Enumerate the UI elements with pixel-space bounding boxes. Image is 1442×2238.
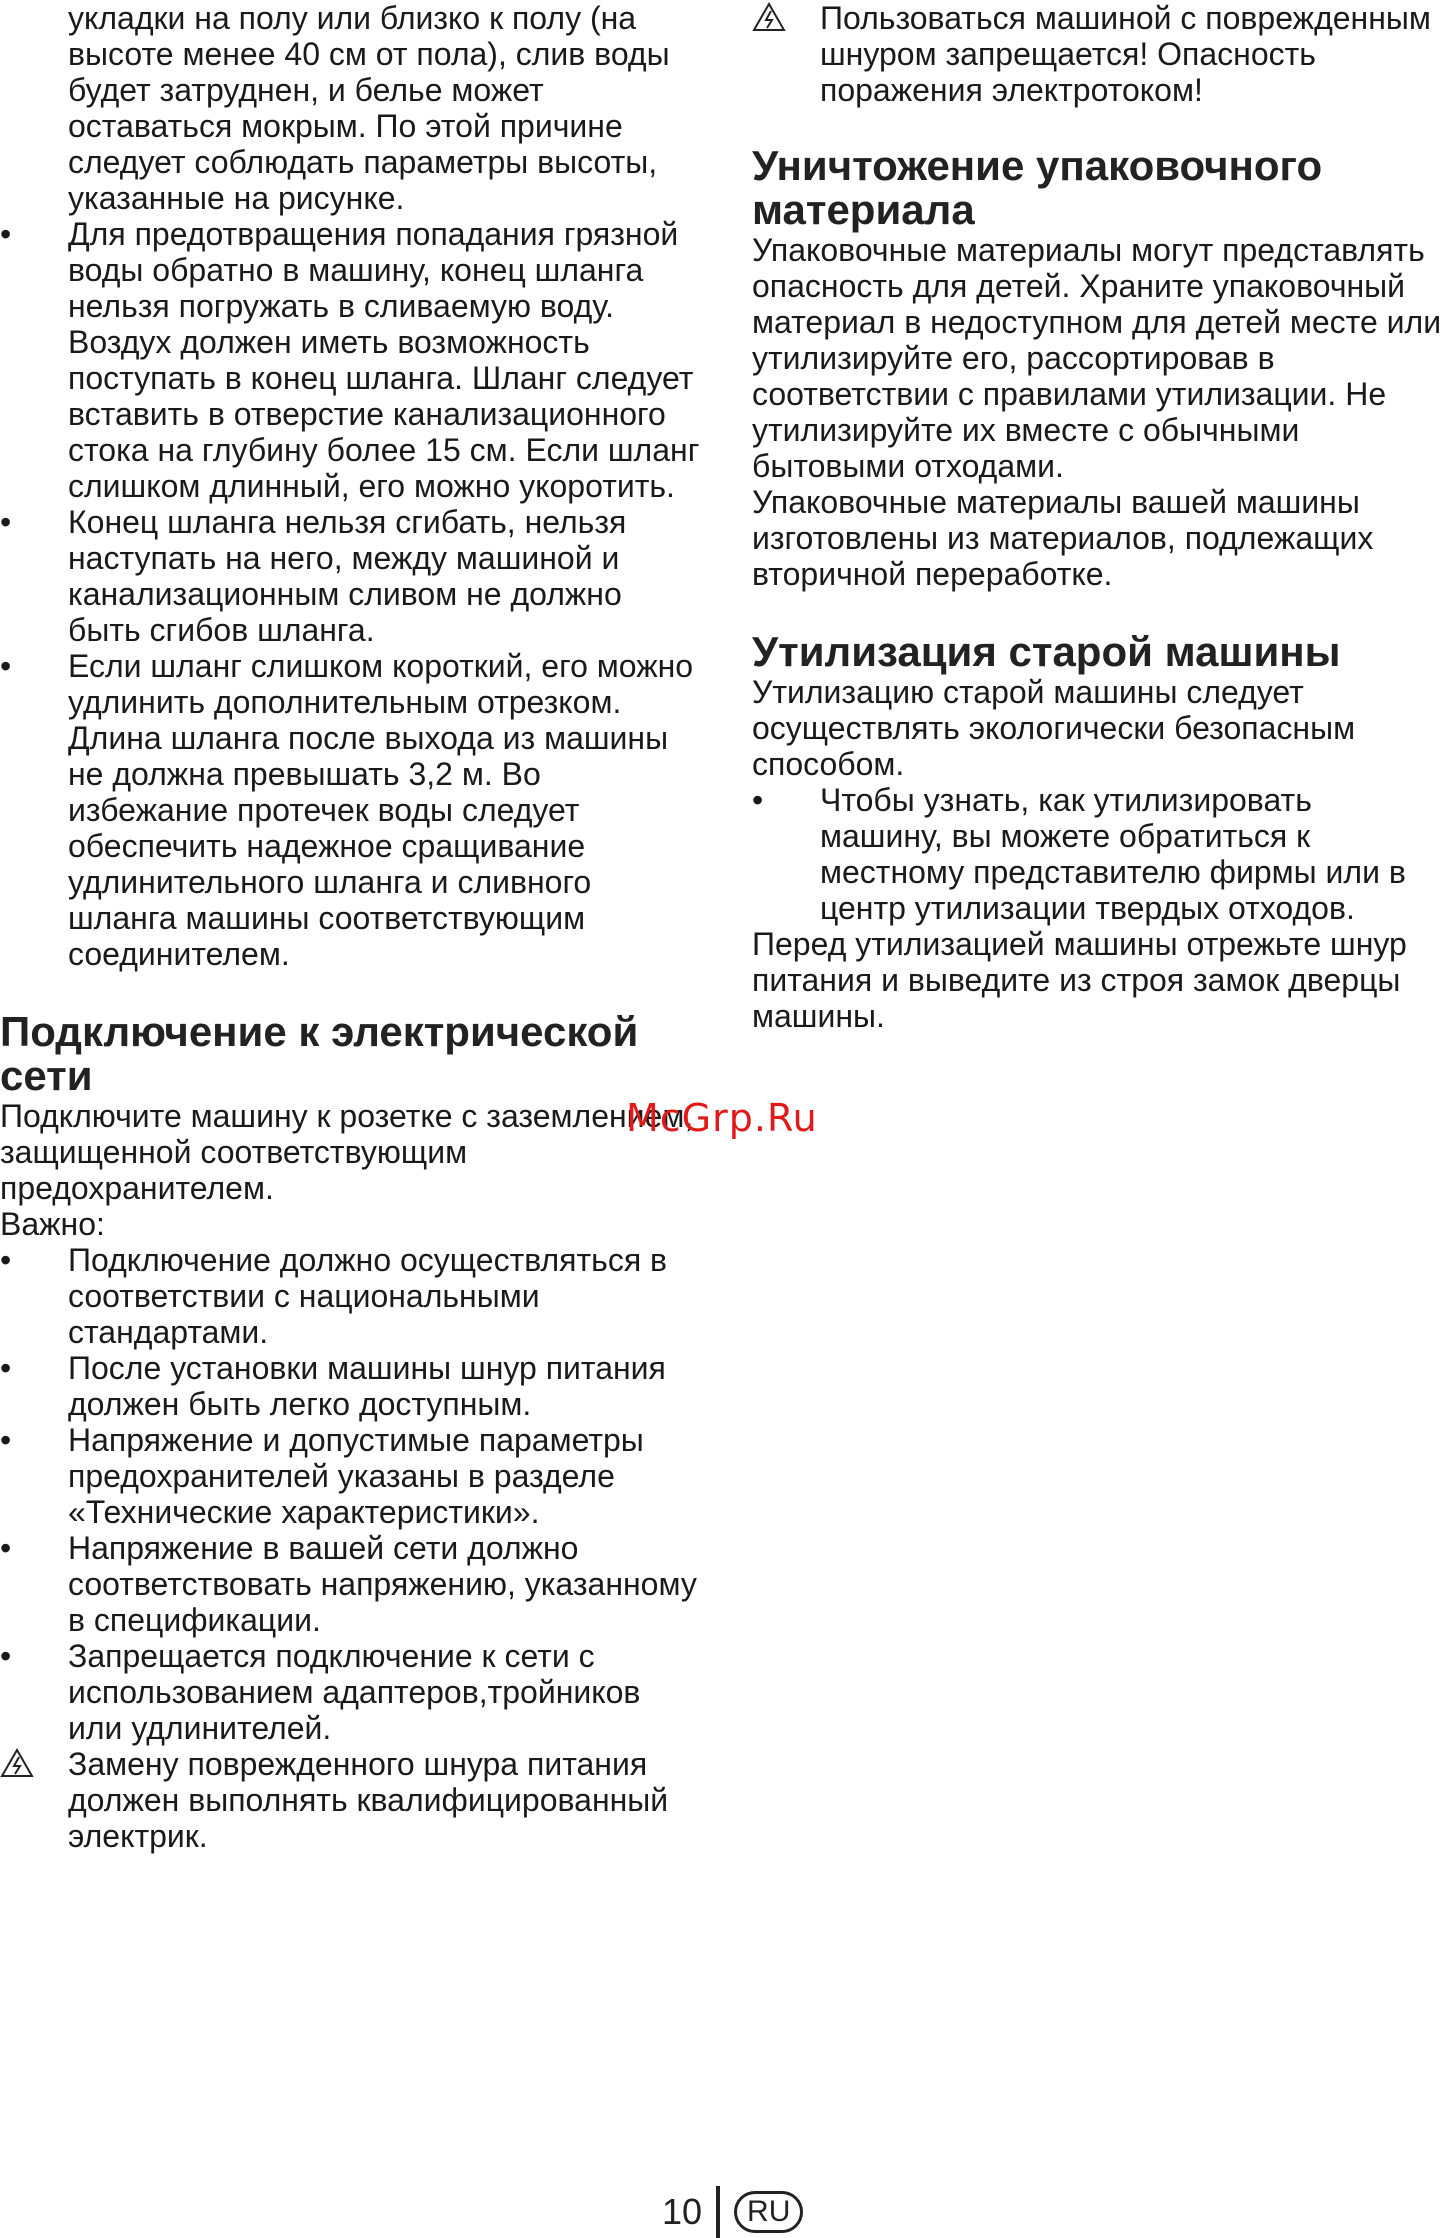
- list-item-text: Конец шланга нельзя сгибать, нельзя наступать на него, между машиной и канализационным сливом не должно быть сгибов шланга.: [68, 504, 627, 648]
- electric-hazard-icon: [0, 1746, 40, 1785]
- list-item: [0, 216, 700, 504]
- list-item-text: Для предотвращения попадания грязной воды обратно в машину, конец шланга нельзя погружать в сливаемую воду. Воздух должен иметь возможность поступать в конец шланга. Шланг следует вставить в отверстие канализационного стока на глубину более 15 см. Если шланг слишком длинный, его можно укоротить.: [68, 216, 700, 504]
- bullet-marker: •: [0, 1242, 12, 1278]
- section-heading-disposal: Утилизация старой машины: [752, 628, 1341, 675]
- warning-item: [752, 0, 1442, 108]
- bullet-marker: •: [752, 782, 764, 818]
- page-number: 10: [662, 2191, 703, 2232]
- list-item: [0, 1350, 700, 1422]
- list-item: [0, 1638, 700, 1746]
- bullet-marker: •: [0, 1350, 12, 1386]
- list-item: [0, 1242, 700, 1350]
- list-item: [752, 782, 1442, 926]
- list-item-text: Запрещается подключение к сети с использованием адаптеров,тройников или удлинителей.: [68, 1638, 641, 1746]
- right-column: [752, 0, 1442, 1034]
- warning-text: Замену поврежденного шнура питания должен выполнять квалифицированный электрик.: [68, 1746, 669, 1854]
- warning-text: Пользоваться машиной с поврежденным шнуром запрещается! Опасность поражения электротоком!: [820, 0, 1431, 108]
- list-item-text: Напряжение и допустимые параметры предохранителей указаны в разделе «Технические характеристики».: [68, 1422, 644, 1530]
- section-heading-packaging: Уничтожение упаковочного материала: [752, 142, 1323, 233]
- important-label: Важно:: [0, 1206, 105, 1242]
- intro-paragraph: укладки на полу или близко к полу (на высоте менее 40 см от пола), слив воды будет затруднен, и белье может оставаться мокрым. По этой причине следует соблюдать параметры высоты, указанные на рисунке.: [68, 0, 670, 216]
- disposal-paragraph: Утилизацию старой машины следует осуществлять экологически безопасным способом.: [752, 674, 1356, 782]
- list-item: [0, 1422, 700, 1530]
- electric-hazard-icon: [752, 0, 792, 39]
- bullet-marker: •: [0, 1638, 12, 1674]
- list-item-text: Напряжение в вашей сети должно соответствовать напряжению, указанному в спецификации.: [68, 1530, 697, 1638]
- language-badge: RU: [734, 2191, 803, 2233]
- bullet-marker: •: [0, 648, 12, 684]
- bullet-marker: •: [0, 1530, 12, 1566]
- bullet-marker: •: [0, 1422, 12, 1458]
- bullet-marker: •: [0, 216, 12, 252]
- disposal-paragraph: Перед утилизацией машины отрежьте шнур питания и выведите из строя замок дверцы машины.: [752, 926, 1407, 1034]
- list-item: [0, 504, 700, 648]
- warning-item: [0, 1746, 700, 1854]
- bullet-marker: •: [0, 504, 12, 540]
- list-item-text: Если шланг слишком короткий, его можно удлинить дополнительным отрезком. Длина шланга после выхода из машины не должна превышать 3,2 м. Во избежание протечек воды следует обеспечить надежное сращивание удлинительного шланга и сливного шланга машины соответствующим соединителем.: [68, 648, 694, 972]
- divider: [716, 2186, 720, 2238]
- list-item-text: После установки машины шнур питания должен быть легко доступным.: [68, 1350, 666, 1422]
- watermark: McGrp.Ru: [626, 1096, 818, 1140]
- list-item-text: Чтобы узнать, как утилизировать машину, вы можете обратиться к местному представителю фирмы или в центр утилизации твердых отходов.: [820, 782, 1406, 926]
- packaging-paragraph: Упаковочные материалы могут представлять опасность для детей. Храните упаковочный материал в недоступном для детей месте или утилизируйте его, рассортировав в соответствии с правилами утилизации. Не утилизируйте их вместе с обычными бытовыми отходами.: [752, 232, 1442, 484]
- page-footer: [662, 2186, 803, 2238]
- electric-intro: Подключите машину к розетке с заземлением, защищенной соответствующим предохранителем.: [0, 1098, 694, 1206]
- packaging-paragraph: Упаковочные материалы вашей машины изготовлены из материалов, подлежащих вторичной переработке.: [752, 484, 1374, 592]
- section-heading-electric: Подключение к электрической сети: [0, 1008, 639, 1099]
- list-item: [0, 1530, 700, 1638]
- list-item: [0, 648, 700, 972]
- left-column: [0, 0, 700, 1854]
- list-item-text: Подключение должно осуществляться в соответствии с национальными стандартами.: [68, 1242, 668, 1350]
